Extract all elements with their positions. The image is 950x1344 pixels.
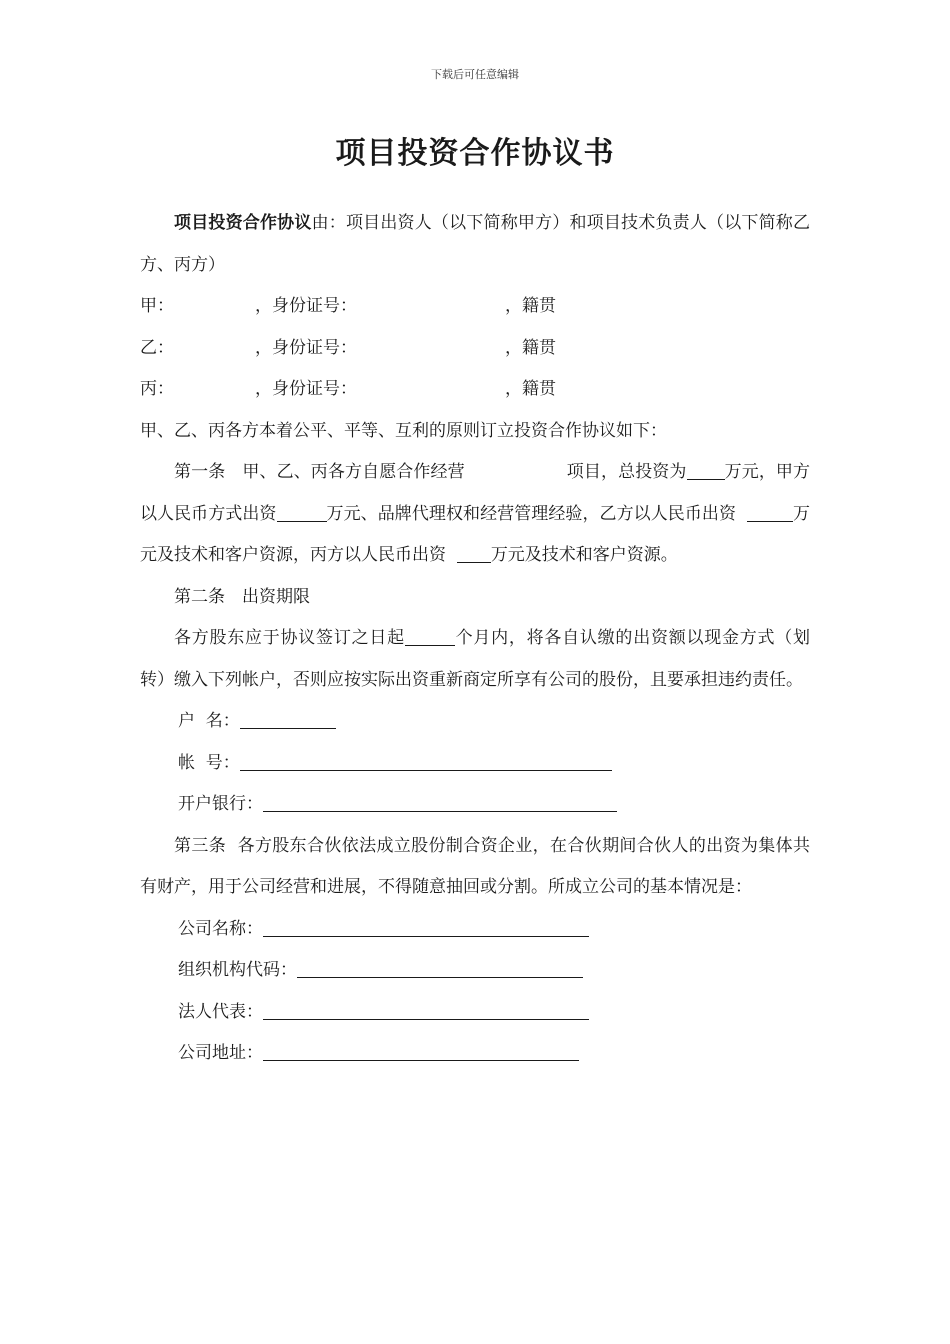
account-number-field[interactable]: [240, 753, 612, 771]
document-body: [140, 203, 810, 1075]
party-id-label: ，身份证号：: [255, 379, 357, 399]
header-note: 下载后可任意编辑: [431, 68, 519, 81]
company-org-code-label: 组织机构代码：: [178, 960, 297, 980]
article-1-part: 万元及技术和客户资源，丙方以人民币出资: [140, 503, 811, 565]
article-2-heading: 第二条 出资期限: [174, 586, 310, 607]
account-name-field[interactable]: [240, 711, 336, 729]
account-bank-label: 开户银行：: [178, 794, 263, 814]
blank-field[interactable]: [747, 504, 793, 522]
article-2-body: [140, 618, 810, 701]
intro-bold-lead: 项目投资合作协议: [174, 213, 312, 233]
company-legal-rep-field[interactable]: [263, 1002, 589, 1020]
account-name-label: 户 名：: [178, 711, 240, 731]
article-1-part: 万元及技术和客户资源。: [490, 545, 678, 565]
blank-field[interactable]: [457, 545, 491, 563]
party-row-a: [140, 286, 810, 328]
company-legal-rep-row: [140, 992, 810, 1034]
blank-field[interactable]: [687, 462, 725, 480]
party-row-b: [140, 328, 810, 370]
company-address-row: [140, 1033, 810, 1075]
document-title: 项目投资合作协议书: [335, 136, 615, 171]
article-1: [140, 452, 810, 577]
article-2-part: 个月内，将各自认缴的出资额以现金方式（划转）缴入下列帐户，否则应按实际出资重新商定所享有公司的股份，且要承担违约责任。: [140, 628, 811, 690]
company-address-field[interactable]: [263, 1043, 579, 1061]
company-name-field[interactable]: [263, 919, 589, 937]
account-number-row: [140, 743, 810, 785]
company-name-label: 公司名称：: [178, 918, 263, 939]
intro-text: 由：项目出资人（以下简称甲方）和项目技术负责人（以下简称乙方、丙方）: [140, 213, 811, 275]
account-name-row: [140, 701, 810, 743]
account-bank-field[interactable]: [263, 794, 617, 812]
blank-field[interactable]: [277, 504, 327, 522]
article-1-part: 第一条 甲、乙、丙各方自愿合作经营: [174, 462, 465, 482]
party-row-c: [140, 369, 810, 411]
party-origin-label: ，籍贯: [505, 337, 556, 358]
account-bank-row: [140, 784, 810, 826]
company-name-row: [140, 909, 810, 951]
company-org-code-field[interactable]: [297, 960, 583, 978]
party-label: 甲：: [140, 296, 174, 316]
party-label: 乙：: [140, 337, 174, 358]
article-1-part: 万元，甲方以人民币方式出资: [140, 462, 811, 524]
company-org-code-row: [140, 950, 810, 992]
article-3: 第三条 各方股东合伙依法成立股份制合资企业，在合伙期间合伙人的出资为集体共有财产，用于公司经营和进展，不得随意抽回或分割。所成立公司的基本情况是：: [140, 835, 810, 897]
article-2-part: 各方股东应于协议签订之日起: [174, 628, 405, 648]
company-address-label: 公司地址：: [178, 1043, 263, 1063]
company-legal-rep-label: 法人代表：: [178, 1001, 263, 1022]
party-id-label: ，身份证号：: [255, 296, 357, 316]
preamble: 甲、乙、丙各方本着公平、平等、互利的原则订立投资合作协议如下：: [140, 420, 667, 441]
party-origin-label: ，籍贯: [505, 379, 556, 399]
article-1-part: 万元、品牌代理权和经营管理经验，乙方以人民币出资: [326, 503, 737, 524]
account-number-label: 帐 号：: [178, 752, 240, 773]
article-1-part: 项目，总投资为: [566, 462, 687, 482]
intro-paragraph: [140, 203, 810, 286]
party-origin-label: ，籍贯: [505, 296, 556, 316]
party-id-label: ，身份证号：: [255, 337, 357, 358]
blank-field[interactable]: [405, 628, 455, 646]
party-label: 丙：: [140, 379, 174, 399]
